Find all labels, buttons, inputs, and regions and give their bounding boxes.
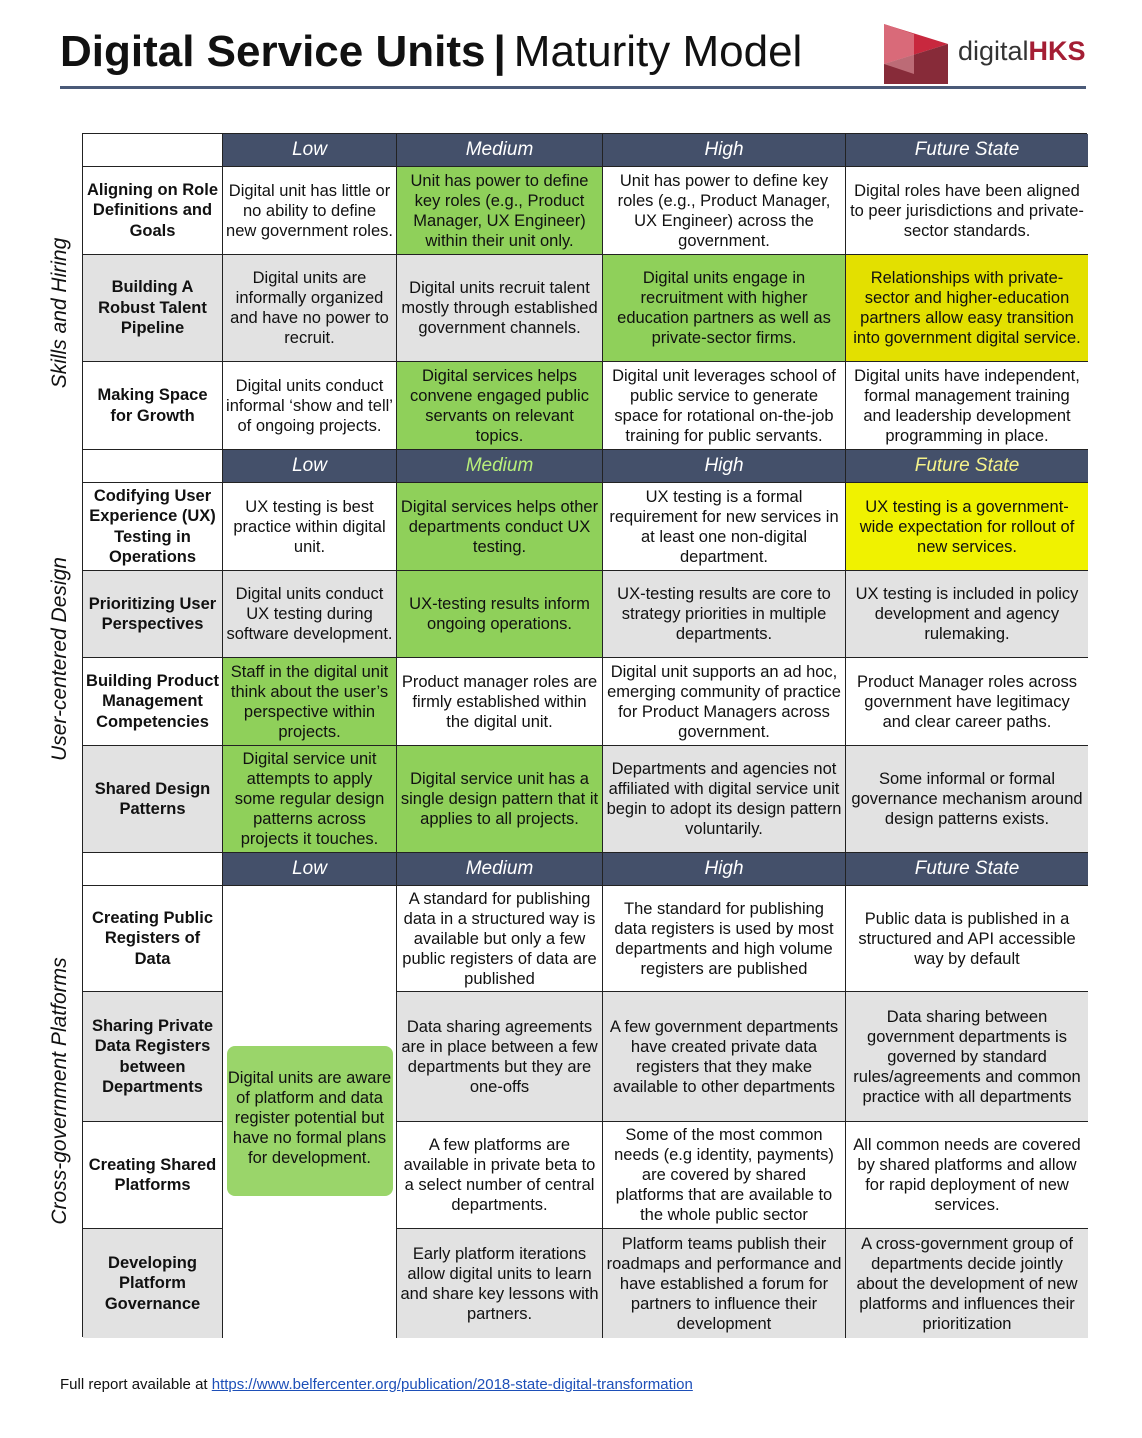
table-cell: Digital units conduct informal ‘show and tell’ of ongoing projects. [223, 362, 397, 450]
table-cell: Early platform iterations allow digital units to learn and share key lessons with partners. [397, 1229, 603, 1338]
level-header-high: High [603, 450, 846, 483]
table-cell: Digital unit leverages school of public service to generate space for rotational on-the-job training for public servants. [603, 362, 846, 450]
table-cell: Data sharing agreements are in place between a few departments but they are one-offs [397, 992, 603, 1122]
table-cell: Platform teams publish their roadmaps and performance and have established a forum for partners to influence their development [603, 1229, 846, 1338]
maturity-grid [82, 133, 1087, 1337]
row-header: Building A Robust Talent Pipeline [83, 255, 223, 362]
table-cell: Digital units recruit talent mostly through established government channels. [397, 255, 603, 362]
table-cell: Digital services helps other departments conduct UX testing. [397, 483, 603, 571]
level-header-low: Low [223, 450, 397, 483]
table-cell: Digital units are informally organized and have no power to recruit. [223, 255, 397, 362]
table-cell: UX testing is a formal requirement for new services in at least one non-digital department. [603, 483, 846, 571]
logo-mark-icon [884, 24, 948, 84]
corner-cell [83, 134, 223, 167]
level-header-future: Future State [846, 450, 1088, 483]
level-header-future: Future State [846, 853, 1088, 886]
table-cell: Staff in the digital unit think about the user’s perspective within projects. [223, 658, 397, 746]
level-header-future: Future State [846, 134, 1088, 167]
row-header: Aligning on Role Definitions and Goals [83, 167, 223, 255]
table-cell: Digital units engage in recruitment with higher education partners as well as private-sector firms. [603, 255, 846, 362]
table-cell: Digital service unit attempts to apply some regular design patterns across projects it touches. [223, 746, 397, 853]
row-header: Prioritizing User Perspectives [83, 571, 223, 658]
footer-prefix: Full report available at [60, 1376, 212, 1393]
title-light: Maturity Model [513, 27, 803, 76]
level-header-high: High [603, 134, 846, 167]
title-separator: | [493, 27, 506, 76]
corner-cell [83, 450, 223, 483]
table-cell: Digital unit supports an ad hoc, emerging community of practice for Product Managers across government. [603, 658, 846, 746]
table-cell: UX testing is best practice within digital unit. [223, 483, 397, 571]
section-label-skills: Skills and Hiring [48, 237, 71, 389]
section-label-ucd: User-centered Design [48, 557, 71, 761]
level-header-low: Low [223, 134, 397, 167]
header-rule [60, 86, 1086, 89]
level-header-medium: Medium [397, 450, 603, 483]
table-cell: UX-testing results inform ongoing operations. [397, 571, 603, 658]
table-cell: Some informal or formal governance mechanism around design patterns exists. [846, 746, 1088, 853]
row-header: Developing Platform Governance [83, 1229, 223, 1338]
row-header: Codifying User Experience (UX) Testing in Operations [83, 483, 223, 571]
table-cell: Data sharing between government departments is governed by standard rules/agreements and common practice with all departments [846, 992, 1088, 1122]
level-header-medium: Medium [397, 134, 603, 167]
row-header: Shared Design Patterns [83, 746, 223, 853]
title-bold: Digital Service Units [60, 27, 486, 76]
table-cell: Unit has power to define key roles (e.g., Product Manager, UX Engineer) across the government. [603, 167, 846, 255]
page-title [60, 26, 802, 78]
table-cell: Digital units have independent, formal management training and leadership development programming in place. [846, 362, 1088, 450]
row-header: Building Product Management Competencies [83, 658, 223, 746]
table-cell: Product manager roles are firmly established within the digital unit. [397, 658, 603, 746]
merged-low-cell: Digital units are aware of platform and data register potential but have no formal plans for development. [223, 886, 397, 1338]
table-cell: Digital services helps convene engaged public servants on relevant topics. [397, 362, 603, 450]
table-cell: Digital unit has little or no ability to define new government roles. [223, 167, 397, 255]
table-cell: All common needs are covered by shared platforms and allow for rapid deployment of new services. [846, 1122, 1088, 1229]
table-cell: Product Manager roles across government have legitimacy and clear career paths. [846, 658, 1088, 746]
row-header: Making Space for Growth [83, 362, 223, 450]
table-cell: A few platforms are available in private beta to a select number of central departments. [397, 1122, 603, 1229]
table-cell: Digital roles have been aligned to peer jurisdictions and private-sector standards. [846, 167, 1088, 255]
table-cell: Unit has power to define key roles (e.g., Product Manager, UX Engineer) within their unit only. [397, 167, 603, 255]
table-cell: UX testing is included in policy development and agency rulemaking. [846, 571, 1088, 658]
level-header-low: Low [223, 853, 397, 886]
table-cell: Public data is published in a structured and API accessible way by default [846, 886, 1088, 992]
table-cell: Some of the most common needs (e.g identity, payments) are covered by shared platforms that are available to the whole public sector [603, 1122, 846, 1229]
footer [60, 1376, 693, 1393]
report-link[interactable]: https://www.belfercenter.org/publication/2018-state-digital-transformation [211, 1376, 693, 1393]
corner-cell [83, 853, 223, 886]
table-cell: Digital service unit has a single design pattern that it applies to all projects. [397, 746, 603, 853]
table-cell: UX-testing results are core to strategy priorities in multiple departments. [603, 571, 846, 658]
table-cell: A cross-government group of departments decide jointly about the development of new platforms and influences their prioritization [846, 1229, 1088, 1338]
level-header-medium: Medium [397, 853, 603, 886]
logo-text: digitalHKS [958, 36, 1086, 66]
row-header: Sharing Private Data Registers between Departments [83, 992, 223, 1122]
table-cell: The standard for publishing data registers is used by most departments and high volume registers are published [603, 886, 846, 992]
row-header: Creating Shared Platforms [83, 1122, 223, 1229]
table-cell: Departments and agencies not affiliated with digital service unit begin to adopt its design pattern voluntarily. [603, 746, 846, 853]
section-label-platforms: Cross-government Platforms [48, 957, 71, 1225]
table-cell: A few government departments have created private data registers that they make available to other departments [603, 992, 846, 1122]
table-cell: UX testing is a government-wide expectation for rollout of new services. [846, 483, 1088, 571]
table-cell: Relationships with private-sector and higher-education partners allow easy transition into government digital service. [846, 255, 1088, 362]
table-cell: A standard for publishing data in a structured way is available but only a few public registers of data are published [397, 886, 603, 992]
row-header: Creating Public Registers of Data [83, 886, 223, 992]
digitalhks-logo [884, 24, 1094, 84]
level-header-high: High [603, 853, 846, 886]
table-cell: Digital units conduct UX testing during software development. [223, 571, 397, 658]
